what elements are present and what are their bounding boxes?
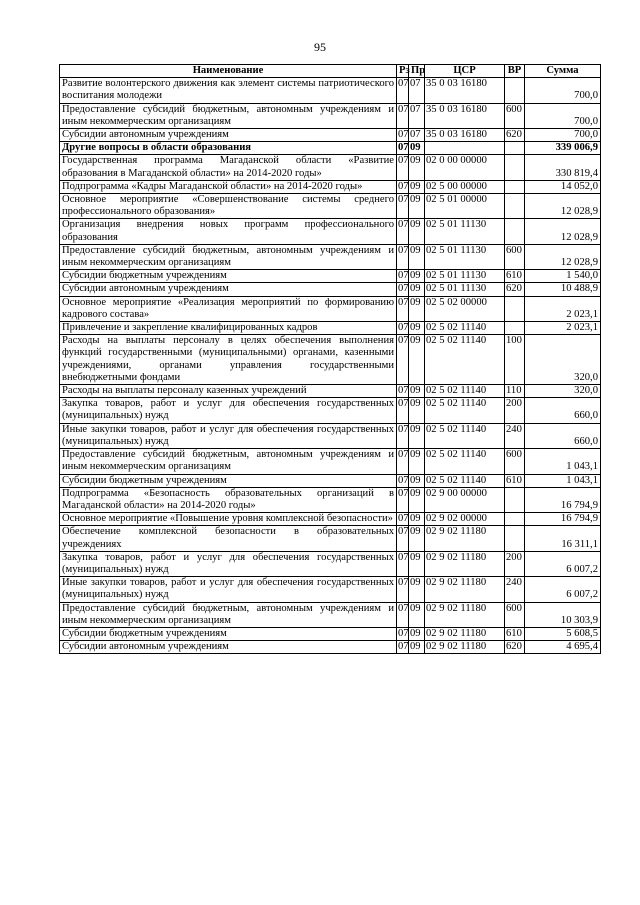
cell-rz: 07	[397, 602, 409, 627]
table-row	[60, 283, 601, 296]
cell-rz: 07	[397, 78, 409, 103]
cell-rz: 07	[398, 385, 409, 397]
cell-name: Основное мероприятие «Реализация мероприятий по формированию кадрового состава»	[60, 296, 397, 321]
cell-pr: 07	[409, 103, 425, 128]
cell-sum: 660,0	[525, 423, 601, 448]
header-rz: Рз	[397, 65, 409, 78]
cell-vr: 240	[505, 577, 525, 602]
page-number: 95	[314, 40, 326, 54]
cell-csr: 02 9 02 11180	[425, 551, 505, 576]
cell-name: Субсидии бюджетным учреждениям	[60, 270, 397, 283]
table-row	[60, 129, 601, 142]
cell-rz: 07	[397, 103, 409, 128]
header-csr: ЦСР	[425, 65, 505, 78]
cell-sum: 330 819,4	[525, 155, 601, 180]
cell-csr: 02 0 00 00000	[425, 155, 505, 180]
cell-pr: 09	[409, 155, 425, 180]
table-row	[60, 155, 601, 180]
cell-sum: 16 794,9	[525, 487, 601, 512]
cell-name: Государственная программа Магаданской области «Развитие образования в Магаданской области» на 2014-2020 годы»	[60, 155, 397, 180]
cell-rz: 07	[397, 244, 409, 269]
cell-csr: 02 5 02 11140	[425, 322, 505, 335]
cell-csr: 35 0 03 16180	[425, 129, 505, 142]
cell-csr: 02 9 02 11180	[425, 602, 505, 627]
cell-sum: 10 488,9	[525, 283, 601, 296]
cell-pr: 09	[409, 296, 425, 321]
cell-rz: 07	[397, 449, 409, 474]
cell-csr: 02 9 02 11180	[425, 641, 505, 654]
cell-name: Расходы на выплаты персоналу казенных учреждений	[60, 385, 397, 398]
cell-vr	[505, 78, 525, 103]
table-body	[60, 78, 601, 654]
cell-rz: 07	[397, 194, 409, 219]
cell-pr: 09	[409, 474, 425, 487]
cell-name: Закупка товаров, работ и услуг для обеспечения государственных (муниципальных) нужд	[60, 551, 397, 576]
cell-rz: 07	[398, 641, 409, 653]
cell-rz: 07	[398, 180, 409, 192]
cell-sum: 700,0	[525, 78, 601, 103]
cell-csr: 02 5 01 11130	[425, 283, 505, 296]
cell-sum: 10 303,9	[525, 602, 601, 627]
cell-name: Субсидии бюджетным учреждениям	[60, 474, 397, 487]
cell-name: Субсидии автономным учреждениям	[60, 641, 397, 654]
table-row	[60, 142, 601, 155]
cell-pr: 09	[409, 513, 425, 526]
cell-csr: 02 9 02 11180	[425, 627, 505, 640]
table-row	[60, 194, 601, 219]
cell-rz: 07	[398, 474, 409, 486]
cell-rz: 07	[398, 142, 409, 154]
cell-pr: 09	[409, 335, 425, 385]
cell-pr: 09	[409, 526, 425, 551]
cell-rz: 07	[397, 551, 409, 576]
cell-csr: 35 0 03 16180	[425, 103, 505, 128]
cell-vr: 200	[505, 551, 525, 576]
table-row	[60, 296, 601, 321]
table-row	[60, 423, 601, 448]
cell-pr: 09	[409, 385, 425, 398]
cell-vr	[505, 296, 525, 321]
cell-csr: 02 9 00 00000	[425, 487, 505, 512]
cell-pr: 09	[409, 180, 425, 193]
cell-vr: 610	[505, 627, 525, 640]
cell-vr: 620	[505, 641, 525, 654]
table-row	[60, 103, 601, 128]
cell-name: Организация внедрения новых программ профессионального образования	[60, 219, 397, 244]
table-row	[60, 180, 601, 193]
table-row	[60, 474, 601, 487]
cell-pr: 09	[409, 449, 425, 474]
cell-vr	[505, 526, 525, 551]
cell-rz: 07	[397, 487, 409, 512]
table-row	[60, 449, 601, 474]
cell-sum: 1 540,0	[525, 270, 601, 283]
cell-name: Подпрограмма «Безопасность образовательных организаций в Магаданской области» на 2014-2020 годы»	[60, 487, 397, 512]
cell-sum: 700,0	[525, 103, 601, 128]
header-sum: Сумма	[525, 65, 601, 78]
cell-rz: 07	[398, 513, 409, 525]
table-row	[60, 602, 601, 627]
cell-csr: 02 5 02 11140	[425, 335, 505, 385]
cell-vr: 610	[505, 270, 525, 283]
table-row	[60, 577, 601, 602]
budget-table	[59, 64, 601, 654]
cell-rz: 07	[397, 296, 409, 321]
cell-vr	[505, 180, 525, 193]
table-row	[60, 487, 601, 512]
table-header-row	[60, 65, 601, 78]
cell-pr: 09	[409, 270, 425, 283]
cell-name: Предоставление субсидий бюджетным, автономным учреждениям и иным некоммерческим организациям	[60, 602, 397, 627]
cell-name: Обеспечение комплексной безопасности в образовательных учреждениях	[60, 526, 397, 551]
cell-pr: 09	[409, 244, 425, 269]
table-row	[60, 244, 601, 269]
cell-name: Подпрограмма «Кадры Магаданской области» на 2014-2020 годы»	[60, 180, 397, 193]
cell-name: Развитие волонтерского движения как элемент системы патриотического воспитания молодежи	[60, 78, 397, 103]
cell-rz: 07	[397, 335, 409, 385]
cell-pr: 09	[409, 398, 425, 423]
cell-pr: 09	[409, 322, 425, 335]
table-row	[60, 398, 601, 423]
cell-sum: 4 695,4	[525, 641, 601, 654]
cell-vr	[505, 487, 525, 512]
cell-pr: 09	[409, 423, 425, 448]
cell-rz: 07	[398, 283, 409, 295]
cell-vr	[505, 322, 525, 335]
cell-vr: 600	[505, 449, 525, 474]
cell-name: Субсидии бюджетным учреждениям	[60, 627, 397, 640]
cell-pr: 07	[409, 78, 425, 103]
cell-sum: 320,0	[525, 385, 601, 398]
cell-name: Иные закупки товаров, работ и услуг для обеспечения государственных (муниципальных) нужд	[60, 577, 397, 602]
cell-pr: 09	[409, 641, 425, 654]
cell-rz: 07	[397, 155, 409, 180]
cell-name: Иные закупки товаров, работ и услуг для обеспечения государственных (муниципальных) нужд	[60, 423, 397, 448]
cell-rz: 07	[397, 398, 409, 423]
cell-sum: 6 007,2	[525, 551, 601, 576]
cell-name: Другие вопросы в области образования	[60, 142, 397, 155]
cell-csr: 02 5 02 00000	[425, 296, 505, 321]
cell-name: Привлечение и закрепление квалифицированных кадров	[60, 322, 397, 335]
cell-vr: 200	[505, 398, 525, 423]
table-row	[60, 526, 601, 551]
cell-vr	[505, 142, 525, 155]
cell-rz: 07	[397, 577, 409, 602]
cell-csr: 02 5 02 11140	[425, 385, 505, 398]
cell-name: Основное мероприятие «Повышение уровня комплексной безопасности»	[60, 513, 397, 526]
table-row	[60, 219, 601, 244]
cell-pr: 09	[409, 627, 425, 640]
cell-vr: 600	[505, 244, 525, 269]
cell-csr: 02 9 02 11180	[425, 526, 505, 551]
cell-name: Закупка товаров, работ и услуг для обеспечения государственных (муниципальных) нужд	[60, 398, 397, 423]
table-row	[60, 322, 601, 335]
table-row	[60, 641, 601, 654]
cell-sum: 1 043,1	[525, 449, 601, 474]
cell-name: Расходы на выплаты персоналу в целях обеспечения выполнения функций государственными (муниципальными) органами, казенными учреждениями, органами управления государственными внебюджетными фондами	[60, 335, 397, 385]
cell-sum: 6 007,2	[525, 577, 601, 602]
cell-sum: 339 006,9	[525, 142, 601, 155]
cell-csr: 02 5 01 11130	[425, 270, 505, 283]
cell-csr: 02 5 01 11130	[425, 244, 505, 269]
cell-rz: 07	[398, 322, 409, 334]
cell-csr: 02 5 02 11140	[425, 449, 505, 474]
cell-vr	[505, 194, 525, 219]
cell-csr: 02 5 02 11140	[425, 398, 505, 423]
cell-rz: 07	[397, 219, 409, 244]
cell-csr: 02 5 00 00000	[425, 180, 505, 193]
cell-pr: 09	[409, 551, 425, 576]
cell-vr: 240	[505, 423, 525, 448]
cell-csr: 35 0 03 16180	[425, 78, 505, 103]
cell-name: Основное мероприятие «Совершенствование системы среднего профессионального образования»	[60, 194, 397, 219]
cell-csr: 02 9 02 11180	[425, 577, 505, 602]
cell-pr: 09	[409, 577, 425, 602]
cell-vr: 110	[505, 385, 525, 398]
table-row	[60, 385, 601, 398]
cell-vr: 600	[505, 602, 525, 627]
cell-vr: 600	[505, 103, 525, 128]
cell-name: Предоставление субсидий бюджетным, автономным учреждениям и иным некоммерческим организациям	[60, 244, 397, 269]
cell-sum: 16 311,1	[525, 526, 601, 551]
cell-rz: 07	[397, 423, 409, 448]
cell-sum: 1 043,1	[525, 474, 601, 487]
cell-rz: 07	[398, 270, 409, 282]
cell-vr: 610	[505, 474, 525, 487]
cell-sum: 14 052,0	[525, 180, 601, 193]
cell-csr: 02 5 02 11140	[425, 423, 505, 448]
header-pr: Пр	[409, 65, 425, 78]
cell-vr: 620	[505, 129, 525, 142]
table-row	[60, 335, 601, 385]
cell-name: Предоставление субсидий бюджетным, автономным учреждениям и иным некоммерческим организациям	[60, 103, 397, 128]
cell-csr	[425, 142, 505, 155]
cell-pr: 09	[409, 219, 425, 244]
table-row	[60, 270, 601, 283]
cell-sum: 700,0	[525, 129, 601, 142]
cell-name: Предоставление субсидий бюджетным, автономным учреждениям и иным некоммерческим организациям	[60, 449, 397, 474]
cell-sum: 320,0	[525, 335, 601, 385]
cell-sum: 12 028,9	[525, 194, 601, 219]
cell-pr: 09	[409, 487, 425, 512]
cell-vr	[505, 513, 525, 526]
table-row	[60, 551, 601, 576]
cell-name: Субсидии автономным учреждениям	[60, 283, 397, 296]
cell-csr: 02 5 01 00000	[425, 194, 505, 219]
cell-sum: 5 608,5	[525, 627, 601, 640]
cell-sum: 2 023,1	[525, 322, 601, 335]
cell-sum: 12 028,9	[525, 244, 601, 269]
cell-vr	[505, 219, 525, 244]
cell-rz: 07	[398, 129, 409, 141]
cell-csr: 02 5 01 11130	[425, 219, 505, 244]
cell-csr: 02 5 02 11140	[425, 474, 505, 487]
table-row	[60, 627, 601, 640]
cell-pr: 09	[409, 602, 425, 627]
cell-pr: 09	[409, 194, 425, 219]
cell-vr: 620	[505, 283, 525, 296]
cell-pr: 07	[409, 129, 425, 142]
cell-csr: 02 9 02 00000	[425, 513, 505, 526]
cell-sum: 2 023,1	[525, 296, 601, 321]
cell-vr: 100	[505, 335, 525, 385]
header-vr: ВР	[505, 65, 525, 78]
header-name: Наименование	[60, 65, 397, 78]
cell-sum: 660,0	[525, 398, 601, 423]
cell-rz: 07	[398, 627, 409, 639]
cell-sum: 16 794,9	[525, 513, 601, 526]
cell-vr	[505, 155, 525, 180]
table-row	[60, 78, 601, 103]
table-row	[60, 513, 601, 526]
cell-name: Субсидии автономным учреждениям	[60, 129, 397, 142]
cell-pr: 09	[409, 283, 425, 296]
cell-pr: 09	[409, 142, 425, 155]
cell-sum: 12 028,9	[525, 219, 601, 244]
cell-rz: 07	[397, 526, 409, 551]
